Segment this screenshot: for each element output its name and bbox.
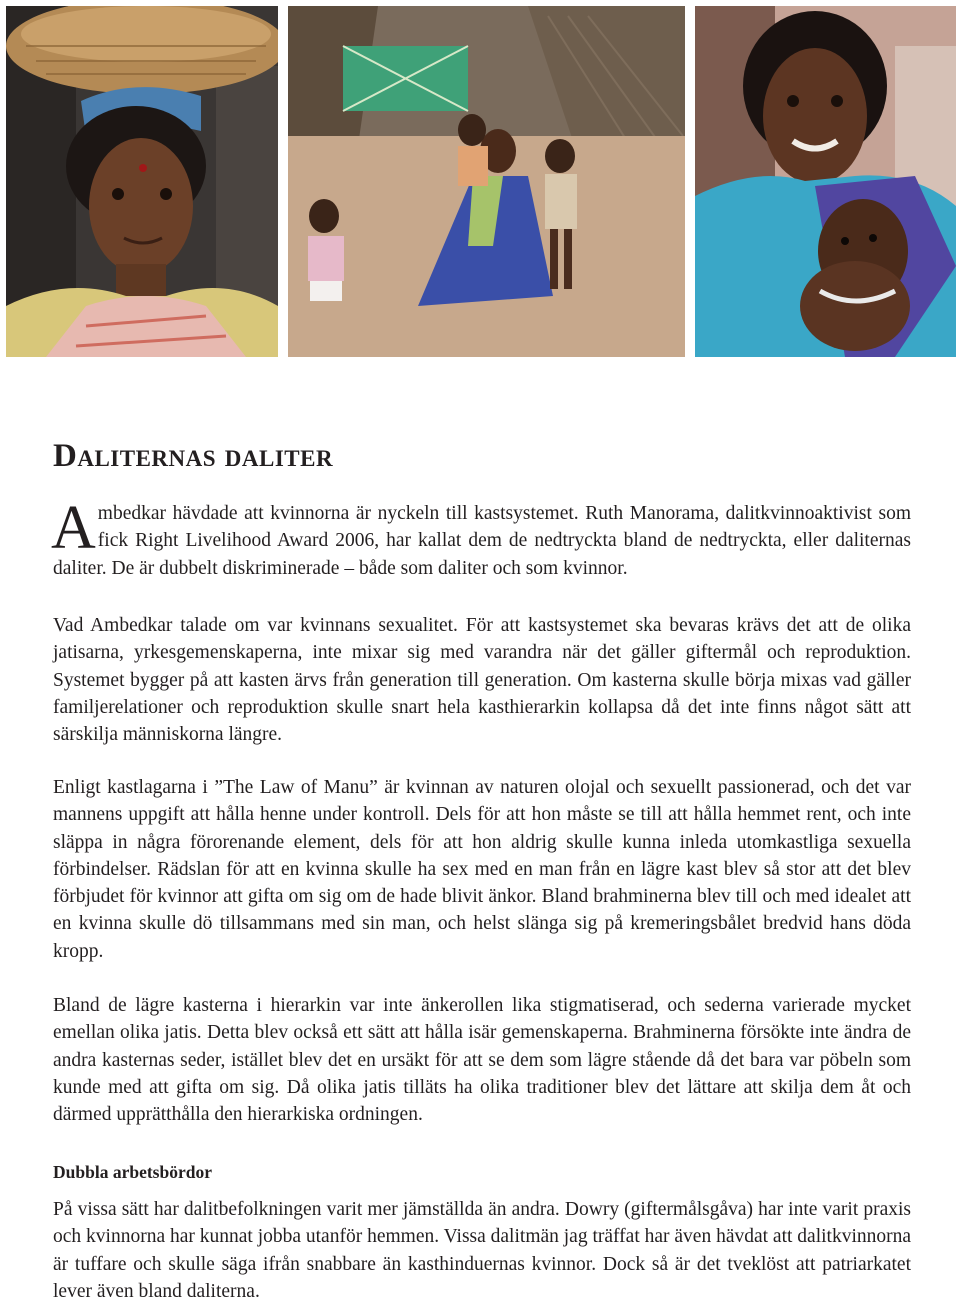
village-family-photo [288,6,685,357]
article-heading: Daliternas daliter [53,438,334,474]
mother-with-baby-photo [695,6,956,357]
body-paragraph-3: Enligt kastlagarna i ”The Law of Manu” är kvinnan av naturen olojal och sexuellt passionerad, och det var mannens uppgift att hålla henne under kontroll. Dels för att hon måste se till att hålla hemmet rent, och inte släppa in några förorenande element, dels för att hon aldrig skulle kunna inleda utomkastliga sexuella förbindelser. Rädslan för att en kvinna skulle ha sex med en man från en lägre kast blev så stor att det blev förbjudet för kvinnor att gifta om sig om de hade blivit änkor. Bland brahminerna blev till och med idealet att en kvinna skulle dö tillsammans med sin man, och helst slänga sig på kremeringsbålet bredvid hans döda kropp. [53,777,911,962]
woman-with-basket-photo [6,6,278,357]
body-paragraph-4: Bland de lägre kasterna i hierarkin var inte änkerollen lika stigmatiserad, och sederna varierade mycket emellan olika jatis. Detta blev också ett sätt att hålla isär gemenskaperna. Brahminerna försökte inte ändra de andra kasternas seder, istället blev det en ursäkt för att se dem som lägre stående då det bara var pöbeln som kunde med att gifta om sig. Då olika jatis tilläts ha olika traditioner blev det lättare att skilja dem åt och därmed upprätthålla den hierarkiska ordningen. [53,995,911,1126]
section-subheading: Dubbla arbetsbördor [53,1162,212,1182]
drop-cap: A [51,494,96,562]
body-paragraph-5: På vissa sätt har dalitbefolkningen varit mer jämställda än andra. Dowry (giftermålsgåva) har inte varit praxis och kvinnorna har kunnat jobba utanför hemmen. Vissa dalitmän jag träffat har även hävdat att dalitkvinnorna är tuffare och skulle säga ifrån snabbare än kasthinduernas kvinnor. Dock så är det tveklöst att patriarkatet lever även bland daliterna. [53,1199,912,1302]
intro-paragraph-text: mbedkar hävdade att kvinnorna är nyckeln till kastsystemet. Ruth Manorama, dalitkvinnoaktivist som fick Right Livelihood Award 2006, har kallat dem de nedtryckta bland de nedtryckta, eller daliternas daliter. De är dubbelt diskriminerade – både som daliter och som kvinnor. [53,503,911,579]
intro-paragraph [51,494,911,582]
body-paragraph-2: Vad Ambedkar talade om var kvinnans sexualitet. För att kastsystemet ska bevaras krävs det att de olika jatisarna, yrkesgemenskaperna, inte mixar sig med varandra när det gäller giftermål och reproduktion. Systemet bygger på att kasten ärvs från generation till generation. Om kasterna skulle börja mixas vad gäller familjerelationer och reproduktion skulle snart hela kasthierarkin kollapsa då det inte finns något sätt att särskilja människorna längre. [53,615,911,746]
